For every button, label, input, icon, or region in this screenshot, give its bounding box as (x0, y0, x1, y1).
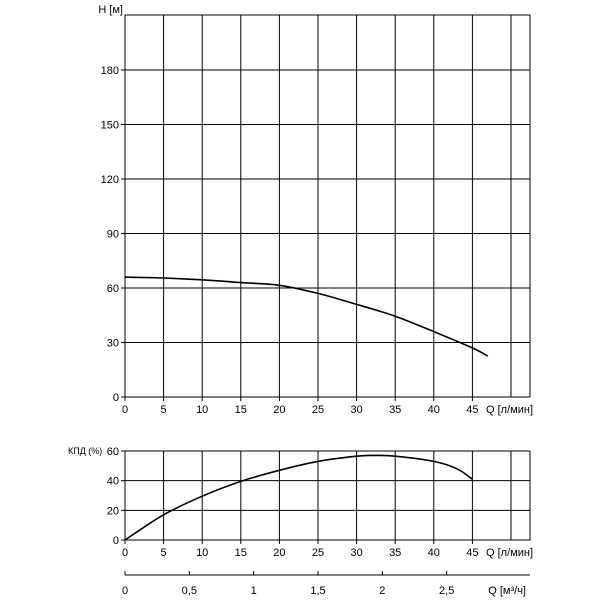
secondary-flow-axis (122, 571, 530, 597)
head-xtick-label: 45 (466, 404, 478, 416)
flow2-xlabel: Q [м³/ч] (488, 585, 526, 597)
head-ytick-label: 120 (101, 174, 119, 186)
head-xtick-label: 30 (350, 404, 362, 416)
eff-xtick-label: 10 (196, 547, 208, 559)
eff-xlabel: Q [л/мин] (486, 547, 533, 559)
eff-ytick-label: 40 (107, 476, 119, 488)
head-plot-frame (125, 15, 530, 397)
eff-xtick-label: 15 (235, 547, 247, 559)
head-xtick-label: 0 (122, 404, 128, 416)
head-ytick-label: 150 (101, 120, 119, 132)
head-ytick-label: 0 (113, 392, 119, 404)
flow2-tick-label: 1 (251, 585, 257, 597)
head-xtick-label: 35 (389, 404, 401, 416)
eff-series-line-0 (125, 455, 472, 540)
eff-xtick-label: 5 (161, 547, 167, 559)
flow2-tick-label: 0,5 (182, 585, 197, 597)
head-xtick-label: 10 (196, 404, 208, 416)
head-xlabel: Q [л/мин] (486, 404, 533, 416)
eff-ylabel: КПД (%) (68, 446, 102, 456)
head-ytick-label: 30 (107, 338, 119, 350)
head-xtick-label: 5 (161, 404, 167, 416)
eff-xtick-label: 30 (350, 547, 362, 559)
head-chart (98, 4, 533, 416)
head-xtick-label: 20 (273, 404, 285, 416)
flow2-tick-label: 2 (379, 585, 385, 597)
eff-xtick-label: 45 (466, 547, 478, 559)
efficiency-chart (68, 446, 533, 559)
head-xtick-label: 25 (312, 404, 324, 416)
head-ytick-label: 90 (107, 229, 119, 241)
eff-xtick-label: 20 (273, 547, 285, 559)
eff-ytick-label: 20 (107, 505, 119, 517)
head-ylabel: H [м] (98, 4, 123, 16)
eff-ytick-label: 0 (113, 535, 119, 547)
eff-xtick-label: 40 (428, 547, 440, 559)
eff-xtick-label: 35 (389, 547, 401, 559)
head-xtick-label: 15 (235, 404, 247, 416)
flow2-tick-label: 2,5 (439, 585, 454, 597)
eff-plot-frame (125, 451, 530, 540)
eff-ytick-label: 60 (107, 446, 119, 458)
flow2-tick-label: 1,5 (310, 585, 325, 597)
flow2-tick-label: 0 (122, 585, 128, 597)
head-ytick-label: 60 (107, 283, 119, 295)
head-ytick-label: 180 (101, 65, 119, 77)
eff-xtick-label: 0 (122, 547, 128, 559)
head-xtick-label: 40 (428, 404, 440, 416)
eff-xtick-label: 25 (312, 547, 324, 559)
